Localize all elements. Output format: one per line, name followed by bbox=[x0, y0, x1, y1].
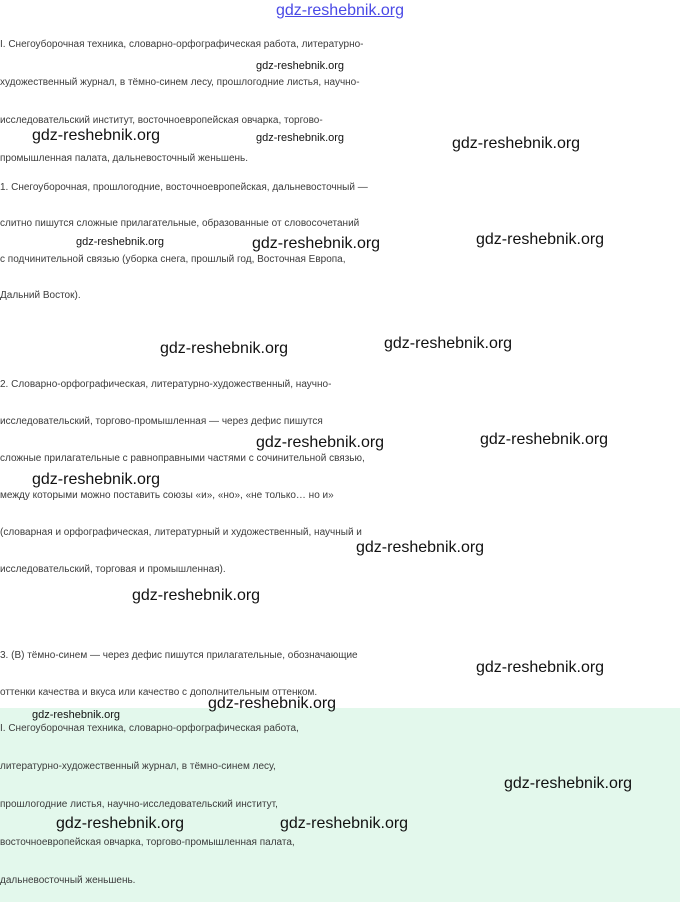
watermark: gdz-reshebnik.org bbox=[32, 471, 161, 488]
text-line: с подчинительной связью (уборка снега, прошлый год, Восточная Европа, bbox=[0, 254, 346, 265]
answer-panel bbox=[0, 708, 680, 902]
text-line: исследовательский институт, восточноевропейская овчарка, торгово- bbox=[0, 115, 323, 126]
watermark: gdz-reshebnik.org bbox=[356, 539, 485, 556]
text-line: прошлогодние листья, научно-исследовательский институт, bbox=[0, 799, 278, 810]
watermark: gdz-reshebnik.org bbox=[476, 231, 605, 248]
watermark: gdz-reshebnik.org bbox=[252, 235, 381, 252]
watermark: gdz-reshebnik.org bbox=[480, 431, 609, 448]
text-line: (словарная и орфографическая, литературный и художественный, научный и bbox=[0, 527, 362, 538]
text-line: слитно пишутся сложные прилагательные, образованные от словосочетаний bbox=[0, 218, 360, 229]
text-line: исследовательский, торговая и промышленная). bbox=[0, 564, 226, 575]
watermark: gdz-reshebnik.org bbox=[32, 127, 161, 144]
watermark: gdz-reshebnik.org bbox=[132, 587, 261, 604]
text-line: Дальний Восток). bbox=[0, 290, 81, 301]
text-line: промышленная палата, дальневосточный женьшень. bbox=[0, 153, 249, 164]
watermark: gdz-reshebnik.org bbox=[256, 434, 385, 451]
text-line: I. Снегоуборочная техника, словарно-орфографическая работа, литературно- bbox=[0, 39, 364, 50]
watermark: gdz-reshebnik.org bbox=[160, 340, 289, 357]
watermark: gdz-reshebnik.org bbox=[504, 775, 633, 792]
watermark: gdz-reshebnik.org bbox=[452, 135, 581, 152]
watermark: gdz-reshebnik.org bbox=[208, 695, 337, 712]
watermark: gdz-reshebnik.org bbox=[32, 709, 121, 721]
text-line: 1. Снегоуборочная, прошлогодние, восточноевропейская, дальневосточный — bbox=[0, 182, 368, 193]
text-line: дальневосточный женьшень. bbox=[0, 875, 136, 886]
watermark: gdz-reshebnik.org bbox=[476, 659, 605, 676]
text-line: I. Снегоуборочная техника, словарно-орфографическая работа, bbox=[0, 723, 299, 734]
text-line: между которыми можно поставить союзы «и», «но», «не только… но и» bbox=[0, 490, 334, 501]
text-line: 2. Словарно-орфографическая, литературно-художественный, научно- bbox=[0, 379, 332, 390]
text-line: восточноевропейская овчарка, торгово-промышленная палата, bbox=[0, 837, 295, 848]
watermark: gdz-reshebnik.org bbox=[256, 60, 345, 72]
text-line: оттенки качества и вкуса или качество с дополнительным оттенком. bbox=[0, 687, 318, 698]
watermark: gdz-reshebnik.org bbox=[256, 132, 345, 144]
text-line: литературно-художественный журнал, в тёмно-синем лесу, bbox=[0, 761, 276, 772]
watermark: gdz-reshebnik.org bbox=[280, 815, 409, 832]
text-line: художественный журнал, в тёмно-синем лесу, прошлогодние листья, научно- bbox=[0, 77, 360, 88]
watermark: gdz-reshebnik.org bbox=[76, 236, 165, 248]
watermark: gdz-reshebnik.org bbox=[384, 335, 513, 352]
text-line: сложные прилагательные с равноправными частями с сочинительной связью, bbox=[0, 453, 365, 464]
task-paragraph bbox=[0, 36, 680, 188]
watermark: gdz-reshebnik.org bbox=[56, 815, 185, 832]
text-line: исследовательский, торгово-промышленная — через дефис пишутся bbox=[0, 416, 323, 427]
site-header-link[interactable]: gdz-reshebnik.org bbox=[275, 2, 405, 19]
text-line: 3. (В) тёмно-синем — через дефис пишутся прилагательные, обозначающие bbox=[0, 650, 358, 661]
